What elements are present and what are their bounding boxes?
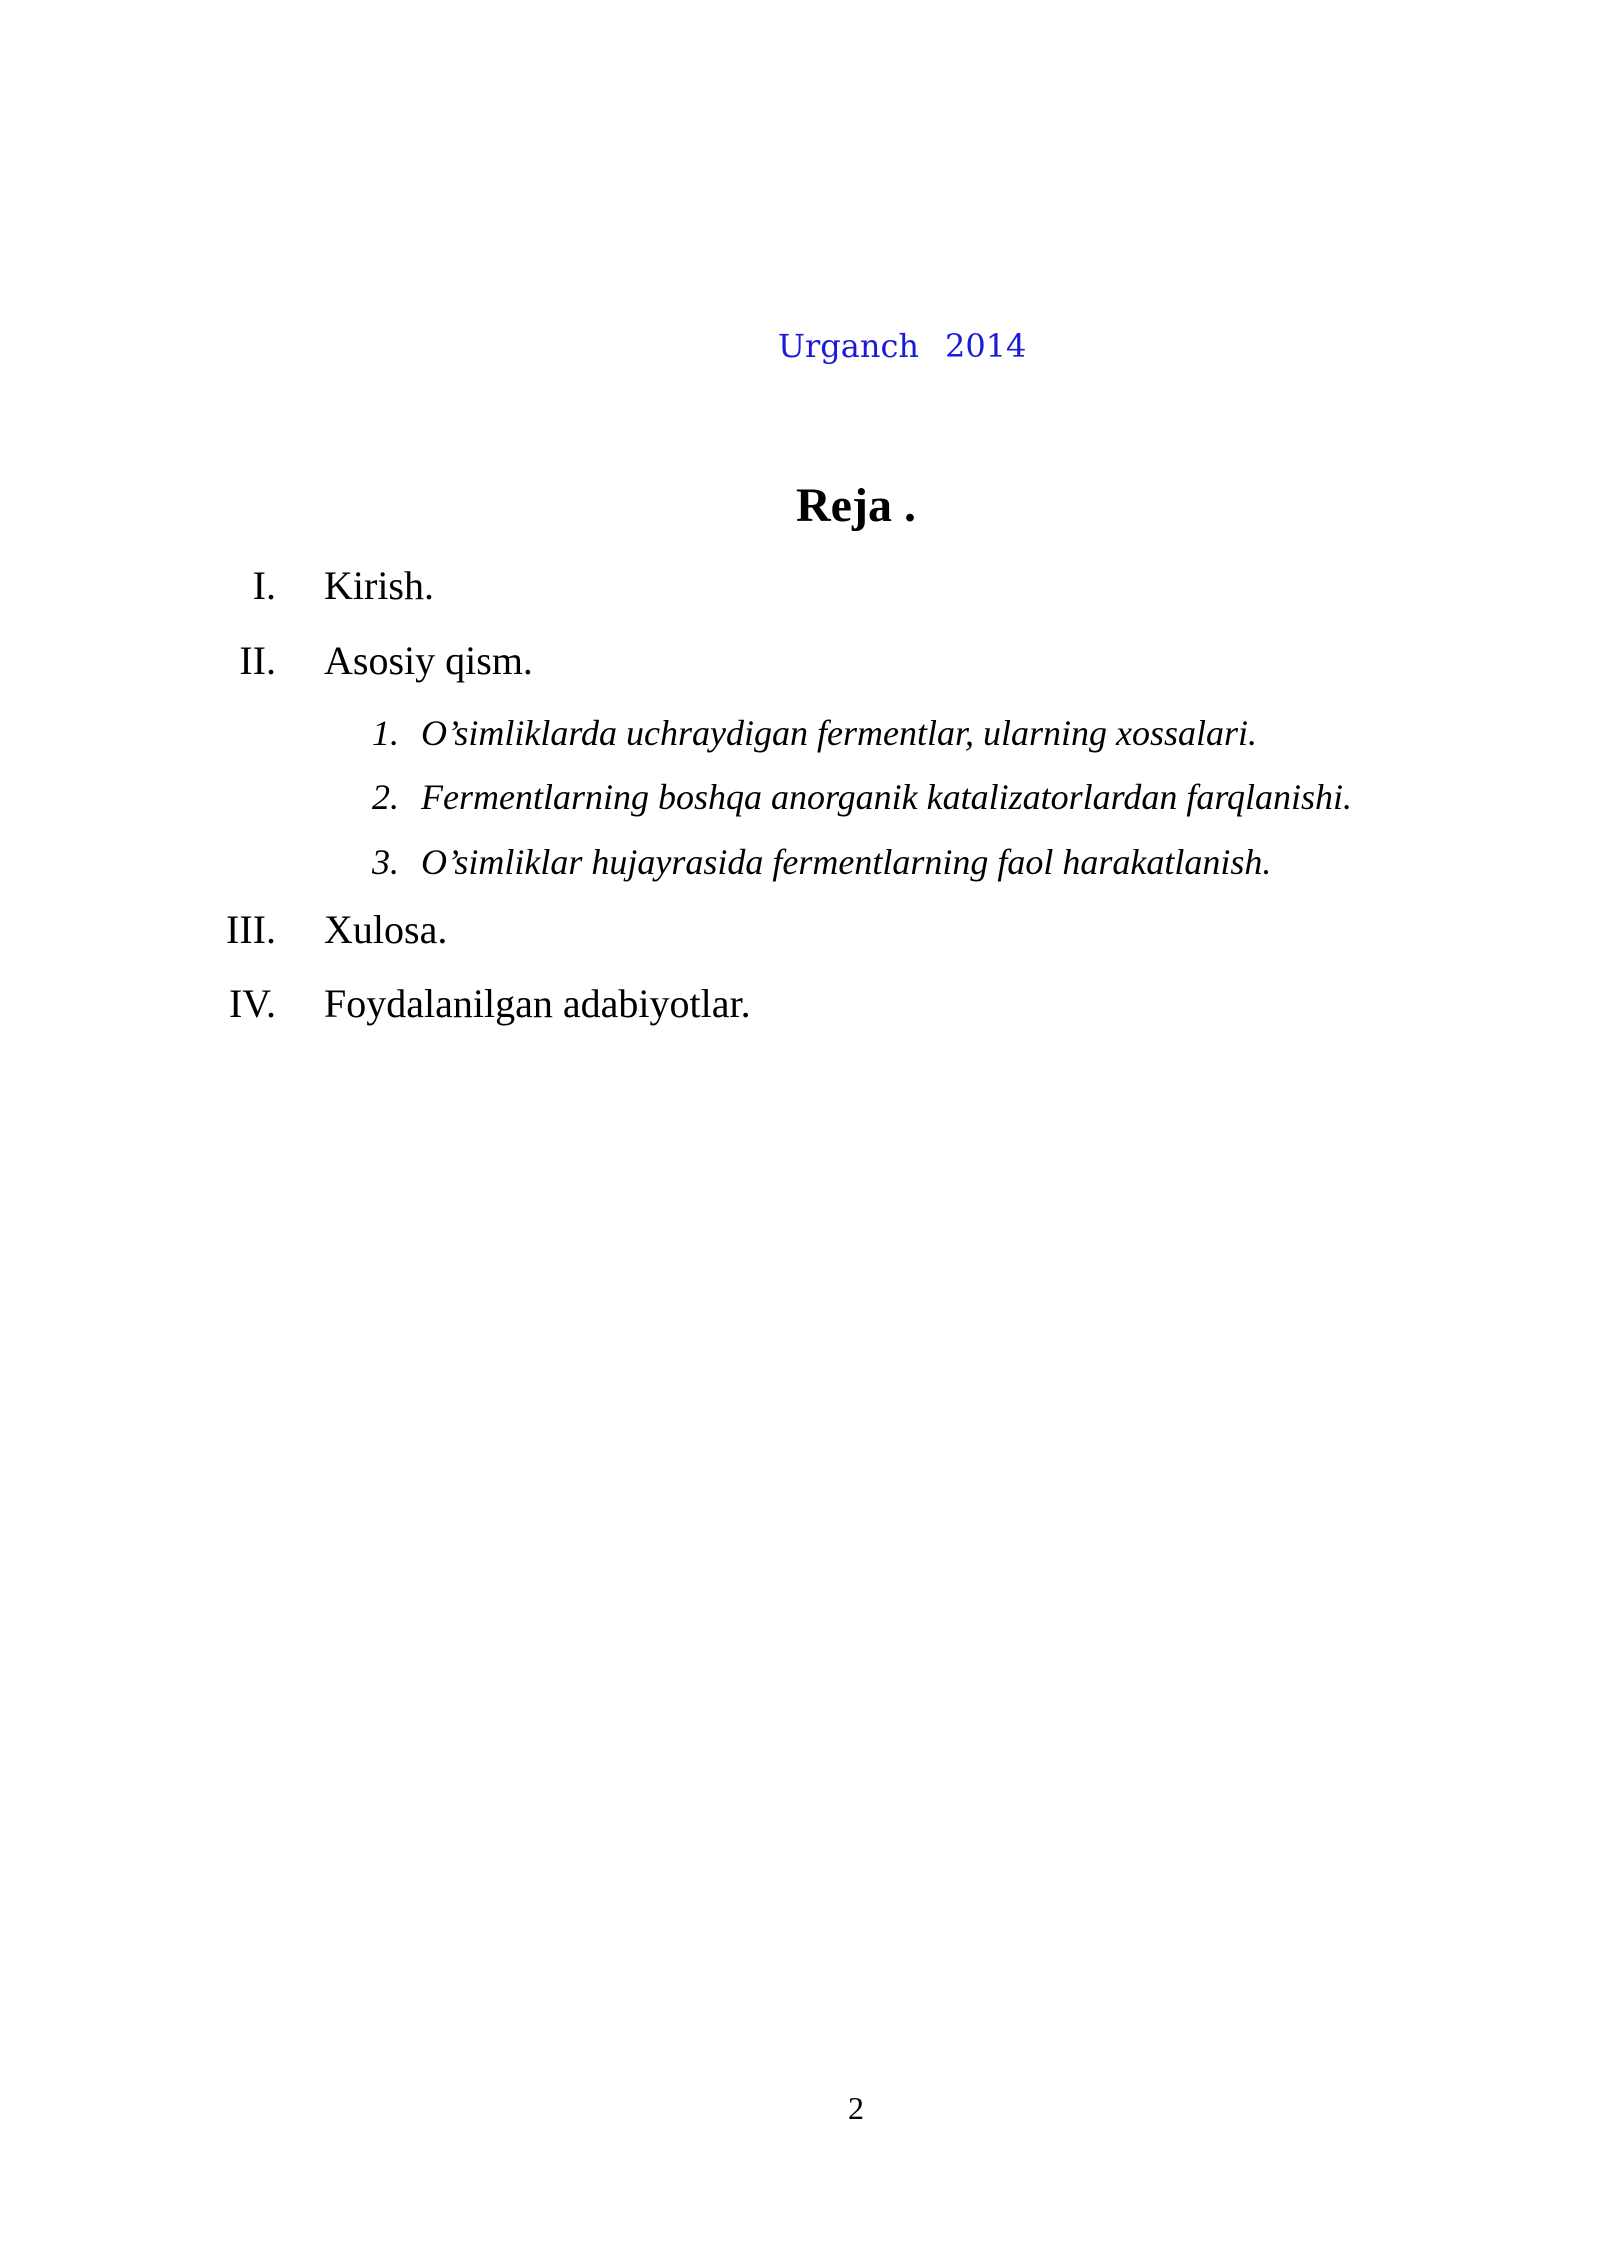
page-number: 2 (848, 2090, 864, 2126)
plan-item-number: I. (252, 563, 276, 608)
plan-subitem-label: Fermentlarning boshqa anorganik katalizatorlardan farqlanishi. (421, 777, 1353, 817)
plan-subitem-number: 2. (372, 777, 399, 817)
plan-item-label: Asosiy qism. (324, 638, 533, 683)
plan-subitem-label: O’simliklar hujayrasida fermentlarning faol harakatlanish. (421, 842, 1272, 882)
plan-item-label: Foydalanilgan adabiyotlar. (324, 981, 751, 1026)
city-name: Urganch (778, 327, 919, 365)
plan-subitem-number: 1. (372, 713, 399, 753)
plan-subitem-label: O’simliklarda uchraydigan fermentlar, ularning xossalari. (421, 713, 1257, 753)
plan-item-label: Xulosa. (324, 907, 448, 952)
plan-subitem-number: 3. (372, 842, 399, 882)
plan-item-number: III. (226, 907, 276, 952)
plan-item-number: II. (239, 638, 276, 683)
place-year-line (778, 327, 1026, 365)
year: 2014 (944, 327, 1027, 365)
plan-title: Reja . (796, 479, 916, 532)
plan-item-number: IV. (228, 981, 276, 1026)
plan-item-label: Kirish. (324, 563, 434, 608)
